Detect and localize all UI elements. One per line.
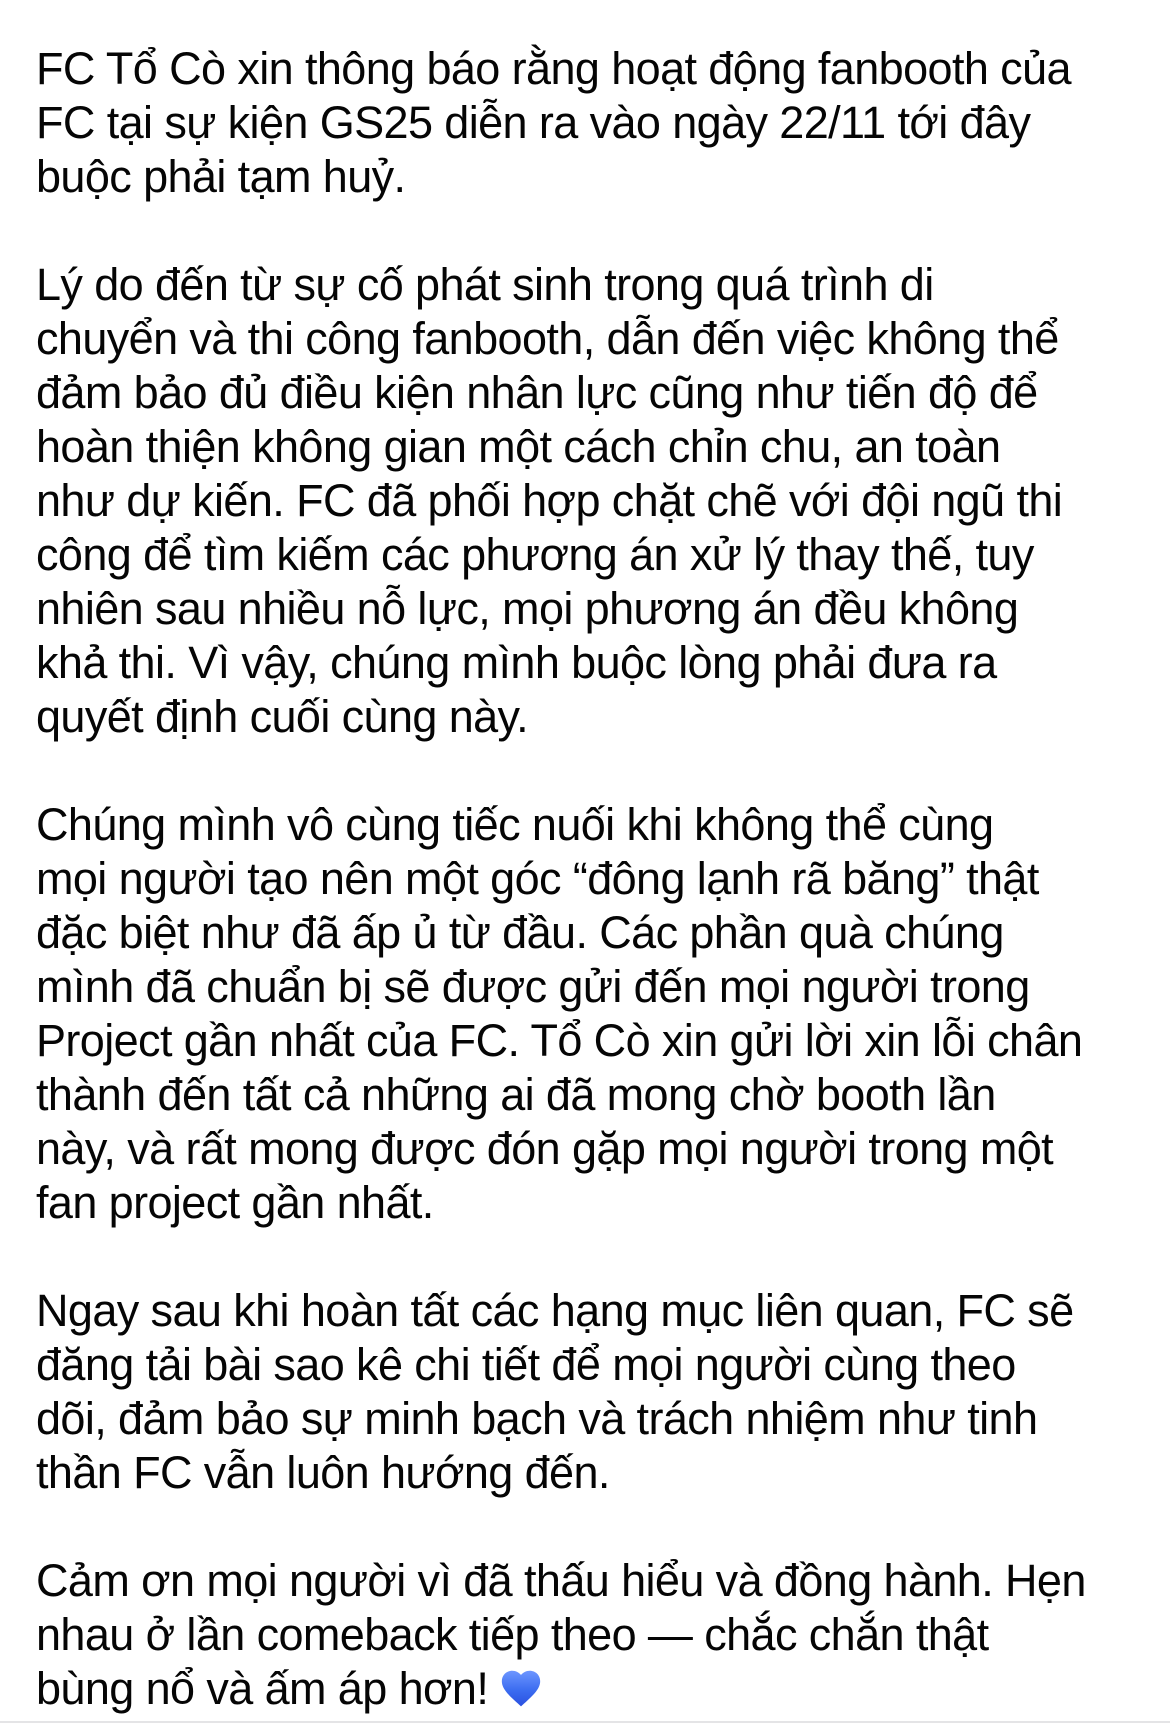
text-line: này, và rất mong được đón gặp mọi người trong một [36,1123,1054,1174]
paragraph-reason [36,258,1146,744]
text-line: Lý do đến từ sự cố phát sinh trong quá trình di [36,259,934,310]
text-line: Ngay sau khi hoàn tất các hạng mục liên quan, FC sẽ [36,1285,1074,1336]
text-line: mọi người tạo nên một góc “đông lạnh rã băng” thật [36,853,1039,904]
text-line: FC tại sự kiện GS25 diễn ra vào ngày 22/11 tới đây [36,97,1031,148]
text-line: dõi, đảm bảo sự minh bạch và trách nhiệm như tinh [36,1393,1038,1444]
text-line: nhiên sau nhiều nỗ lực, mọi phương án đều không [36,583,1019,634]
paragraph-cancellation-notice [36,42,1146,204]
paragraph-regret-and-gifts [36,798,1146,1230]
text-line: đăng tải bài sao kê chi tiết để mọi người cùng theo [36,1339,1016,1390]
text-line: FC Tổ Cò xin thông báo rằng hoạt động fanbooth của [36,43,1071,94]
text-line: hoàn thiện không gian một cách chỉn chu, an toàn [36,421,1001,472]
text-line: thành đến tất cả những ai đã mong chờ booth lần [36,1069,996,1120]
text-line: chuyển và thi công fanbooth, dẫn đến việc không thể [36,313,1059,364]
blue-heart-icon [498,1665,544,1711]
text-line: fan project gần nhất. [36,1177,434,1228]
bottom-divider [0,1721,1170,1723]
text-line: công để tìm kiếm các phương án xử lý thay thế, tuy [36,529,1034,580]
text-line: buộc phải tạm huỷ. [36,151,406,202]
text-line: bùng nổ và ấm áp hơn! [36,1663,489,1714]
text-line: khả thi. Vì vậy, chúng mình buộc lòng phải đưa ra [36,637,997,688]
text-line: Cảm ơn mọi người vì đã thấu hiểu và đồng hành. Hẹn [36,1555,1086,1606]
text-line: mình đã chuẩn bị sẽ được gửi đến mọi người trong [36,961,1030,1012]
text-line: đảm bảo đủ điều kiện nhân lực cũng như tiến độ để [36,367,1038,418]
text-line: thần FC vẫn luôn hướng đến. [36,1447,610,1498]
text-line: nhau ở lần comeback tiếp theo — chắc chắn thật [36,1609,989,1660]
text-line: quyết định cuối cùng này. [36,691,529,742]
paragraph-transparency [36,1284,1146,1500]
text-line-with-emoji [36,1662,1146,1716]
text-line: Project gần nhất của FC. Tổ Cò xin gửi lời xin lỗi chân [36,1015,1083,1066]
text-line: như dự kiến. FC đã phối hợp chặt chẽ với đội ngũ thi [36,475,1063,526]
text-line: Chúng mình vô cùng tiếc nuối khi không thể cùng [36,799,994,850]
announcement-text [36,42,1146,1727]
paragraph-thanks [36,1554,1146,1716]
text-line: đặc biệt như đã ấp ủ từ đầu. Các phần quà chúng [36,907,1004,958]
